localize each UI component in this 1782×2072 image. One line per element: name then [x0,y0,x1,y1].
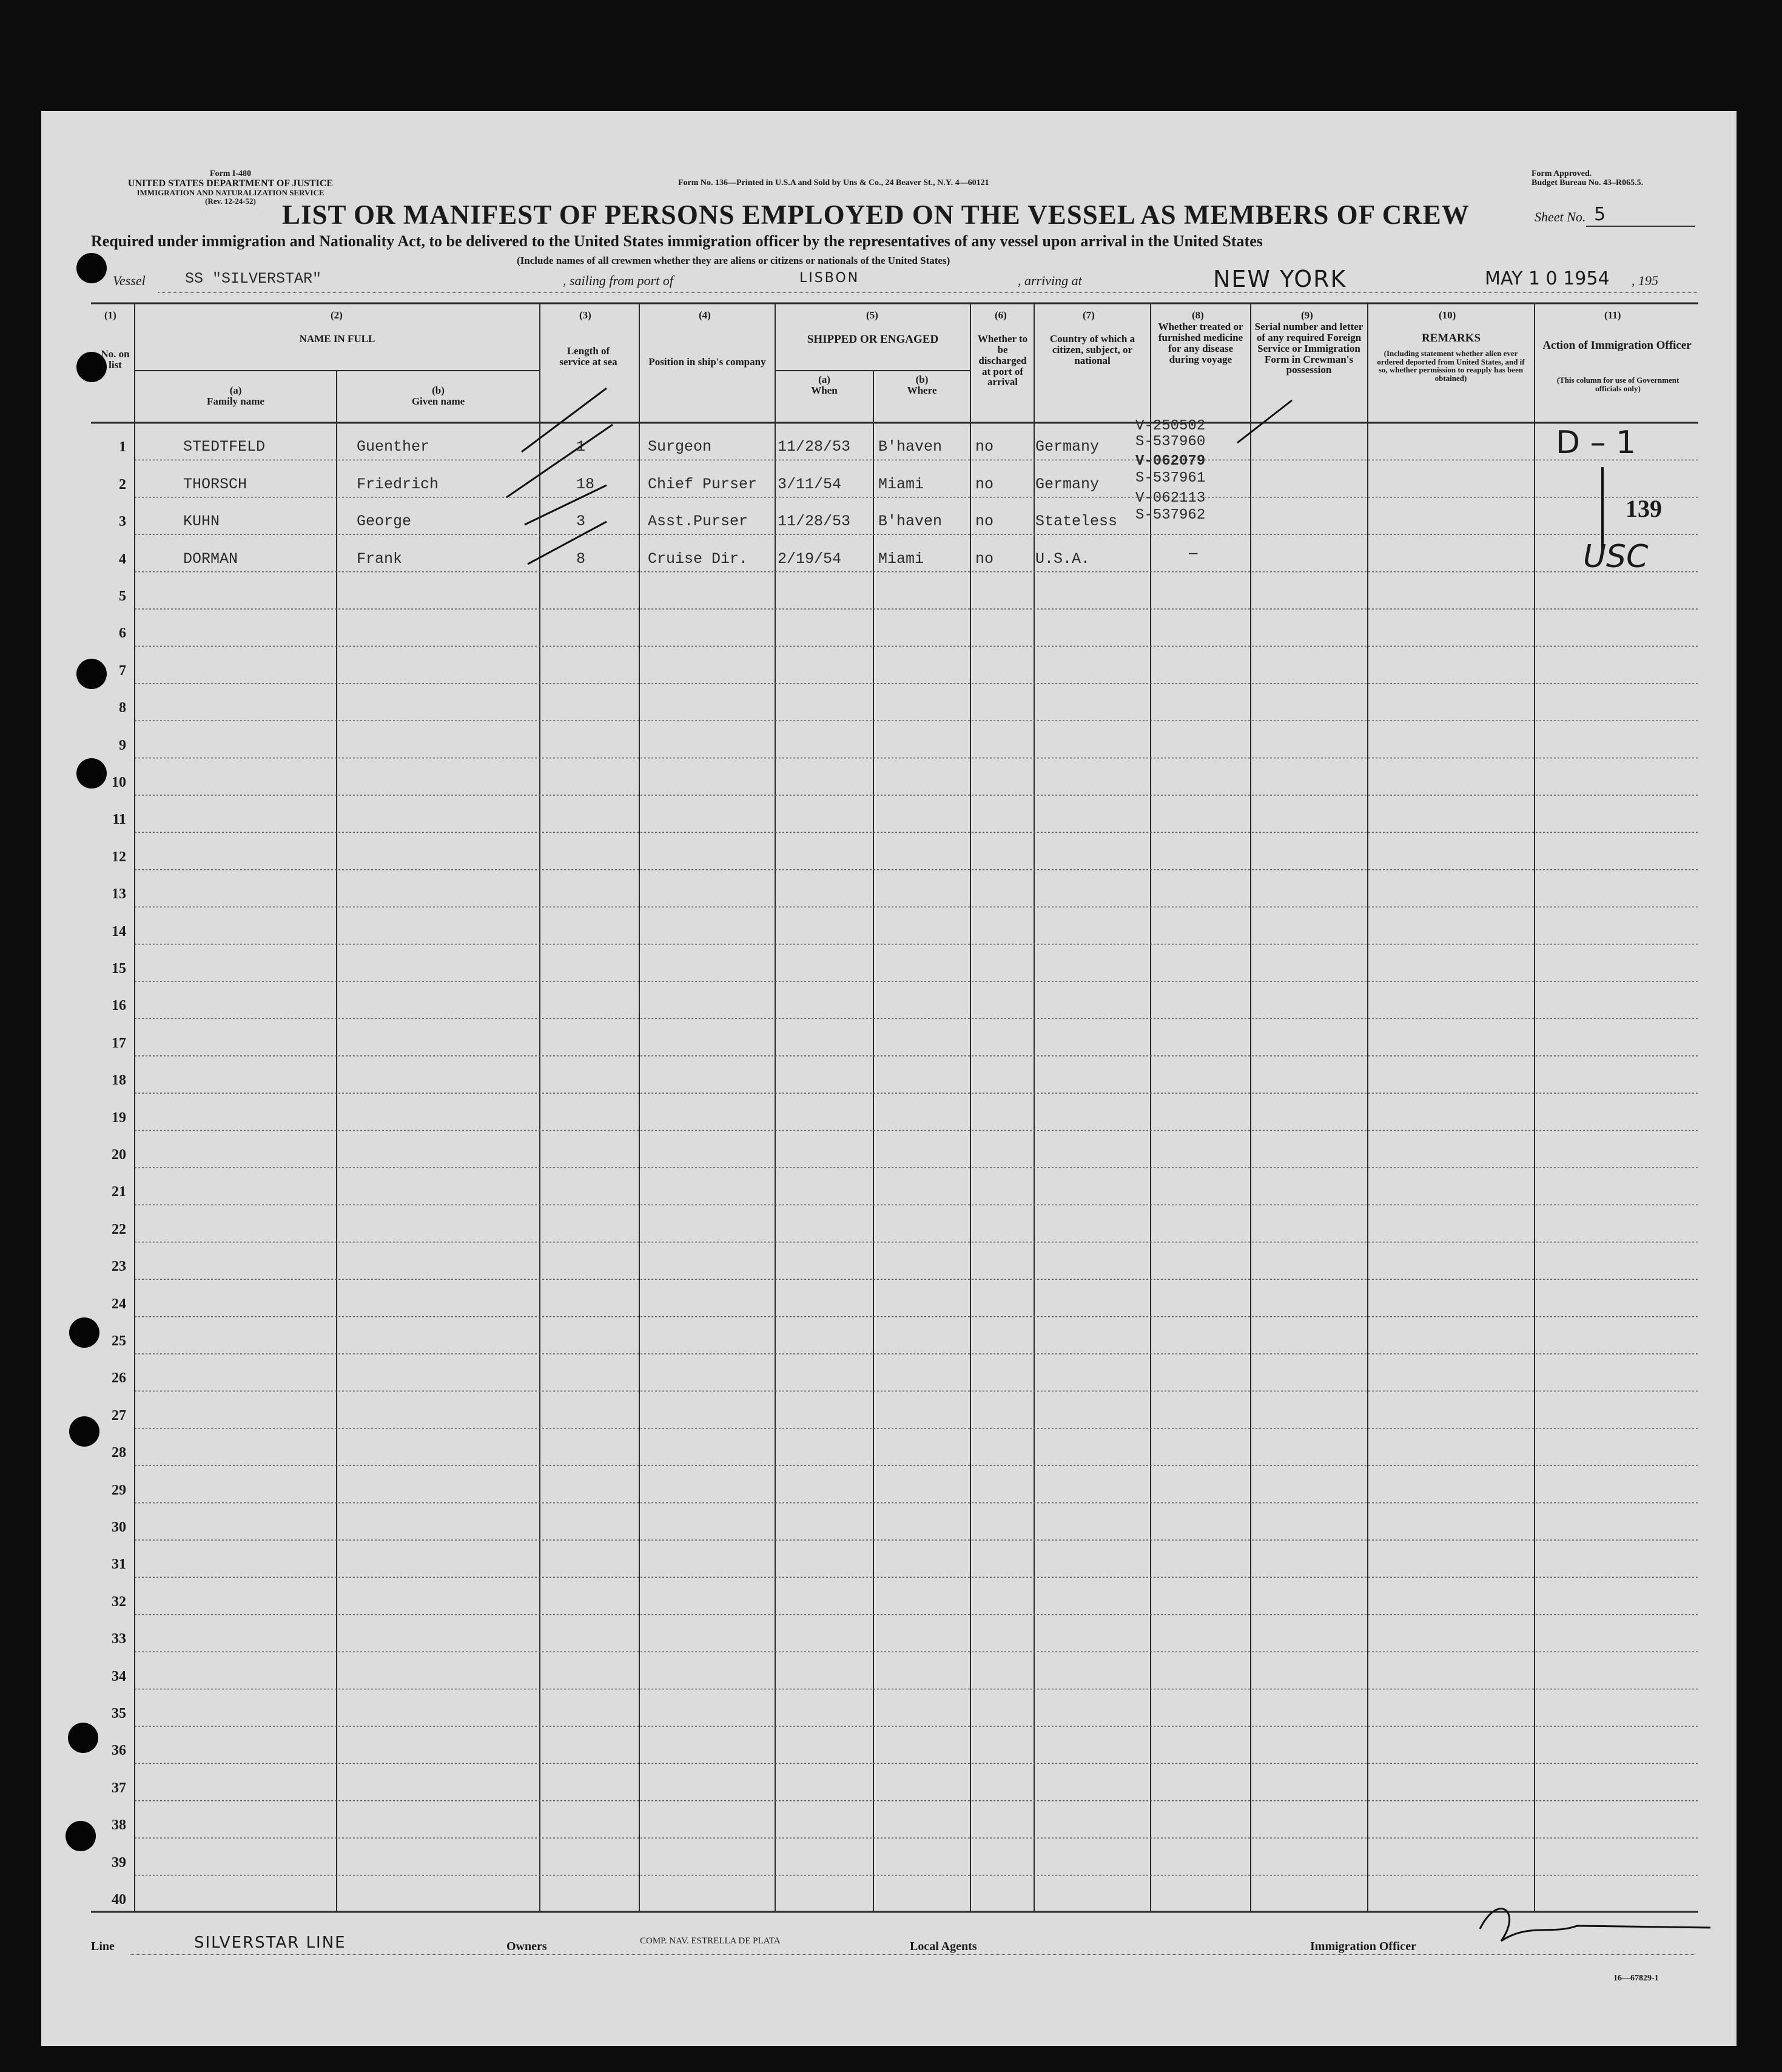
row-number: 17 [112,1035,126,1051]
col9-number: (9) [1301,309,1313,321]
row-number: 29 [112,1482,126,1498]
row-number: 38 [112,1817,126,1834]
arrival-date: MAY 1 0 1954 [1485,268,1610,289]
crew-discharge: no [975,438,994,456]
row-number: 10 [112,775,126,790]
crew-service-length: 1 [576,438,586,456]
crew-shipped-where: Miami [878,475,924,493]
col10-header: REMARKS [1421,332,1481,345]
include-note: (Include names of all crewmen whether they are aliens or citizens or nationals of the United States) [517,255,950,266]
serial-7: — [1189,546,1198,562]
row-number: 13 [112,886,126,903]
footer-owners-value: COMP. NAV. ESTRELLA DE PLATA [640,1936,781,1946]
sheet-label: Sheet No. [1535,209,1586,224]
crew-country: U.S.A. [1035,550,1091,568]
crew-service-length: 3 [576,513,586,531]
col4-number: (4) [699,309,711,321]
row-number: 39 [112,1854,126,1871]
row-number: 30 [112,1519,126,1535]
arriving-port: NEW YORK [1213,266,1347,292]
col7-header: Country of which a citizen, subject, or national [1049,333,1135,366]
serial-6: S-537962 [1135,507,1206,523]
footer-agents-label: Local Agents [910,1940,977,1953]
row-number: 32 [112,1593,126,1610]
serial-5: V-062113 [1135,490,1206,506]
crew-position: Chief Purser [648,475,758,493]
crew-discharge: no [975,475,994,493]
row-number: 35 [112,1706,126,1721]
crew-family-name: DORMAN [183,550,238,568]
service: IMMIGRATION AND NATURALIZATION SERVICE [136,188,324,198]
crew-country: Germany [1035,475,1100,493]
revision: (Rev. 12-24-52) [205,197,256,206]
col5a-header: (a) When [811,374,838,396]
vessel-name: SS "SILVERSTAR" [185,270,322,288]
form-printer: Form No. 136—Printed in U.S.A and Sold by Uns & Co., 24 Beaver St., N.Y. 4—60121 [678,178,989,187]
col1-header: No. on list [101,348,130,371]
row-number: 2 [119,476,126,493]
footer-officer-label: Immigration Officer [1310,1940,1416,1953]
page-title: LIST OR MANIFEST OF PERSONS EMPLOYED ON THE VESSEL AS MEMBERS OF CREW [282,200,1470,230]
budget-line: Budget Bureau No. 43–R065.5. [1532,178,1644,187]
crew-discharge: no [975,550,994,568]
row-number: 6 [119,625,126,642]
col6-number: (6) [995,309,1007,321]
tick-stroke-1 [522,388,607,452]
required-notice: Required under immigration and Nationality Act, to be delivered to the United States immigration officer by the representatives of any vessel upon arrival in the United States [91,232,1263,250]
crew-shipped-where: B'haven [878,438,943,456]
row-number: 23 [112,1259,126,1275]
row-number: 18 [112,1072,126,1089]
row-number: 5 [119,588,126,604]
col5-header: SHIPPED OR ENGAGED [807,333,939,346]
year-suffix: , 195 [1632,273,1658,288]
approval-line: Form Approved. [1532,169,1592,178]
tick-stroke-3 [525,485,607,525]
col11-note: (This column for use of Government officials only) [1556,375,1679,393]
officer-mark-d1: D – 1 [1556,425,1636,461]
col4-header: Position in ship's company [648,356,766,368]
officer-mark-code: 139 [1626,495,1662,522]
col7-number: (7) [1083,309,1095,321]
crew-position: Cruise Dir. [648,550,748,568]
crew-discharge: no [975,513,994,531]
crew-service-length: 8 [576,550,586,568]
officer-mark-usc: USC [1583,539,1649,575]
crew-shipped-when: 11/28/53 [778,513,851,531]
col8-number: (8) [1192,309,1204,321]
row-number: 1 [119,439,126,456]
col2b-header: (b) Given name [411,385,465,407]
col3-number: (3) [579,309,591,321]
crew-given-name: George [357,513,412,531]
crew-given-name: Guenther [357,438,430,456]
crew-position: Asst.Purser [648,513,748,531]
col2-header: NAME IN FULL [299,333,375,345]
row-number: 14 [112,923,126,940]
tick-stroke-2 [506,425,613,497]
row-number: 28 [112,1445,126,1461]
crew-country: Stateless [1035,513,1118,531]
row-number: 25 [112,1333,126,1349]
row-number: 19 [112,1109,126,1126]
arriving-label: , arriving at [1018,273,1082,288]
crew-shipped-where: B'haven [878,513,943,531]
col10-note: (Including statement whether alien ever ordered deported from United States, and if so, whether permission to reapply has been obtained) [1377,349,1525,383]
footer-owners-label: Owners [506,1940,547,1953]
row-number: 21 [112,1184,126,1200]
row-number: 16 [112,998,126,1014]
crew-country: Germany [1035,438,1100,456]
serial-2: S-537960 [1135,434,1206,450]
row-number: 4 [119,551,126,567]
crew-given-name: Frank [357,550,403,568]
row-number: 36 [112,1743,126,1759]
footer-line-value: SILVERSTAR LINE [194,1934,346,1952]
crew-service-length: 18 [576,475,595,493]
row-number: 33 [112,1631,126,1647]
col8-header: Whether treated or furnished medicine for any disease during voyage [1158,321,1243,365]
row-number: 27 [112,1407,126,1424]
crew-family-name: STEDTFELD [183,438,266,456]
serial-3: V-062079 [1135,453,1206,469]
crew-family-name: THORSCH [183,475,247,493]
crew-shipped-where: Miami [878,550,924,568]
col11-header: Action of Immigration Officer [1542,339,1692,352]
row-number: 22 [112,1221,126,1237]
department: UNITED STATES DEPARTMENT OF JUSTICE [127,178,334,189]
row-number: 24 [112,1296,126,1312]
row-number: 15 [112,961,126,977]
crew-shipped-when: 3/11/54 [778,475,842,493]
crew-family-name: KUHN [183,513,220,531]
row-number: 34 [112,1668,126,1684]
row-number: 9 [119,737,126,753]
col2-number: (2) [331,309,343,321]
row-number: 26 [112,1370,126,1387]
col2a-header: (a) Family name [207,385,264,407]
footer-form-code: 16—67829-1 [1613,1974,1659,1983]
col1-number: (1) [104,309,116,321]
col3-header: Length of service at sea [559,345,617,368]
col11-number: (11) [1604,309,1621,321]
row-number: 3 [119,514,126,530]
officer-signature [1480,1909,1710,1941]
col9-header: Serial number and letter of any required Foreign Service or Immigration Form in Crewman's possession [1254,321,1363,376]
form-number: Form I-480 [209,169,252,178]
row-number: 12 [112,849,126,865]
row-number: 11 [112,812,126,828]
crew-shipped-when: 11/28/53 [778,438,851,456]
col6-header: Whether to be discharged at port of arrival [977,333,1028,388]
row-number: 8 [119,700,126,716]
sailing-port: LISBON [799,271,860,286]
col5b-header: (b) Where [907,374,937,396]
row-number: 37 [112,1780,126,1796]
row-number: 20 [112,1147,126,1163]
footer-rule [130,1954,1695,1955]
crew-given-name: Friedrich [357,475,439,493]
tick-stroke-4 [528,522,607,564]
sheet-number: 5 [1594,204,1606,225]
crew-position: Surgeon [648,438,712,456]
row-number: 7 [119,662,126,679]
tick-stroke-5 [1237,400,1292,443]
row-number: 40 [112,1892,126,1908]
footer-line-label: Line [91,1940,115,1953]
row-number: 31 [112,1556,126,1573]
crew-shipped-when: 2/19/54 [778,550,842,568]
serial-1: V-250502 [1135,418,1206,434]
vessel-label: Vessel [113,273,146,288]
sailing-label: , sailing from port of [563,273,673,288]
serial-4: S-537961 [1135,470,1206,486]
col10-number: (10) [1439,309,1456,321]
col5-number: (5) [866,309,878,321]
